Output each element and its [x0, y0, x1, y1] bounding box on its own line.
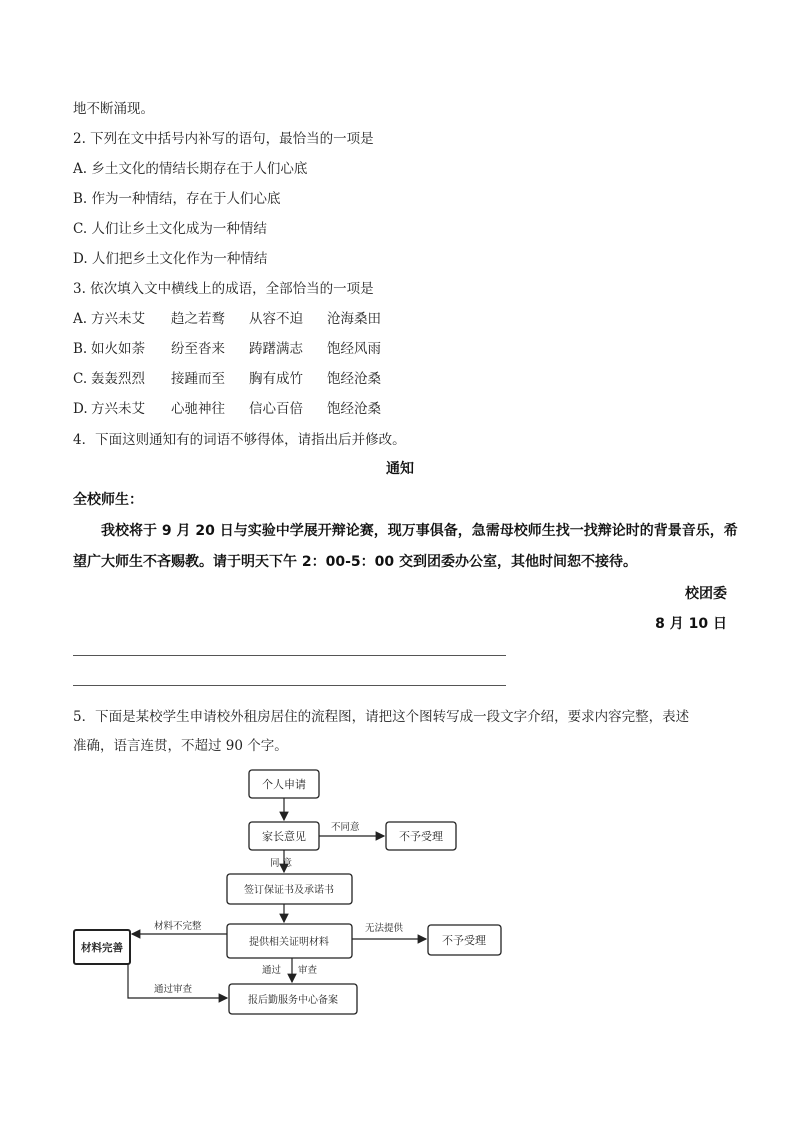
option-label: B. — [73, 341, 88, 357]
q3-option-a — [73, 307, 381, 327]
intro-tail: 地不断涌现。 — [73, 101, 154, 117]
idiom: 饱经沧桑 — [327, 371, 381, 387]
edge-label-incomplete: 材料不完整 — [154, 921, 202, 932]
idiom: 如火如荼 — [91, 341, 145, 357]
idiom: 轰轰烈烈 — [91, 371, 145, 387]
edge-label-pass2: 通过审查 — [154, 984, 193, 995]
q2-stem: 2. 下列在文中括号内补写的语句，最恰当的一项是 — [73, 131, 374, 147]
node-sign-label: 签订保证书及承诺书 — [244, 885, 334, 896]
node-apply-label: 个人申请 — [262, 778, 306, 791]
idiom: 方兴未艾 — [91, 401, 145, 417]
flowchart — [70, 762, 510, 1024]
idiom: 从容不迫 — [249, 311, 303, 327]
notice-signature: 校团委 — [685, 586, 727, 602]
answer-line — [73, 685, 506, 686]
edge-label-review1: 审查 — [298, 965, 318, 976]
idiom: 信心百倍 — [249, 401, 303, 417]
q3-option-c — [73, 367, 381, 387]
node-supplement-label: 材料完善 — [81, 942, 123, 954]
node-parent-label: 家长意见 — [262, 830, 306, 843]
idiom: 方兴未艾 — [91, 311, 145, 327]
notice-body-line2: 望广大师生不吝赐教。请于明天下午 2：00-5：00 交到团委办公室，其他时间恕不接待。 — [73, 554, 638, 570]
q2-option-b: B. 作为一种情结，存在于人们心底 — [73, 191, 281, 207]
edge-label-cannot-provide: 无法提供 — [365, 923, 404, 934]
q2-option-a: A. 乡土文化的情结长期存在于人们心底 — [73, 161, 308, 177]
answer-line — [73, 655, 506, 656]
node-reject2-label: 不予受理 — [442, 934, 486, 947]
notice-body-line1: 我校将于 9 月 20 日与实验中学展开辩论赛，现万事俱备，急需母校师生找一找辩论时的背景音乐，希 — [101, 523, 738, 539]
q4-stem: 4．下面这则通知有的词语不够得体，请指出后并修改。 — [73, 432, 406, 448]
q2-option-d: D. 人们把乡土文化作为一种情结 — [73, 251, 268, 267]
idiom: 接踵而至 — [171, 371, 225, 387]
q5-stem-line2: 准确，语言连贯，不超过 90 个字。 — [73, 738, 288, 754]
idiom: 饱经沧桑 — [327, 401, 381, 417]
node-provide-label: 提供相关证明材料 — [249, 937, 329, 948]
edge-label-pass1: 通过 — [262, 965, 282, 976]
q3-option-d — [73, 397, 381, 417]
q3-stem: 3. 依次填入文中横线上的成语，全部恰当的一项是 — [73, 281, 374, 297]
idiom: 踌躇满志 — [249, 341, 303, 357]
idiom: 趋之若鹜 — [171, 311, 225, 327]
notice-salutation: 全校师生： — [73, 492, 143, 508]
q5-stem-line1: 5．下面是某校学生申请校外租房居住的流程图，请把这个图转写成一段文字介绍，要求内容完整，表述 — [73, 709, 690, 725]
edge-label-agree: 同 意 — [270, 858, 293, 869]
q2-option-c: C. 人们让乡土文化成为一种情结 — [73, 221, 267, 237]
edge-label-disagree: 不同意 — [331, 822, 360, 833]
idiom: 纷至沓来 — [171, 341, 225, 357]
option-label: C. — [73, 371, 88, 387]
option-label: D. — [73, 401, 88, 417]
option-label: A. — [73, 311, 88, 327]
node-reject1-label: 不予受理 — [399, 830, 443, 843]
notice-date: 8 月 10 日 — [655, 616, 727, 632]
node-record-label: 报后勤服务中心备案 — [248, 995, 338, 1006]
idiom: 沧海桑田 — [327, 311, 381, 327]
notice-title: 通知 — [386, 461, 414, 477]
idiom: 饱经风雨 — [327, 341, 381, 357]
q3-option-b — [73, 337, 381, 357]
idiom: 心驰神往 — [171, 401, 225, 417]
idiom: 胸有成竹 — [249, 371, 303, 387]
